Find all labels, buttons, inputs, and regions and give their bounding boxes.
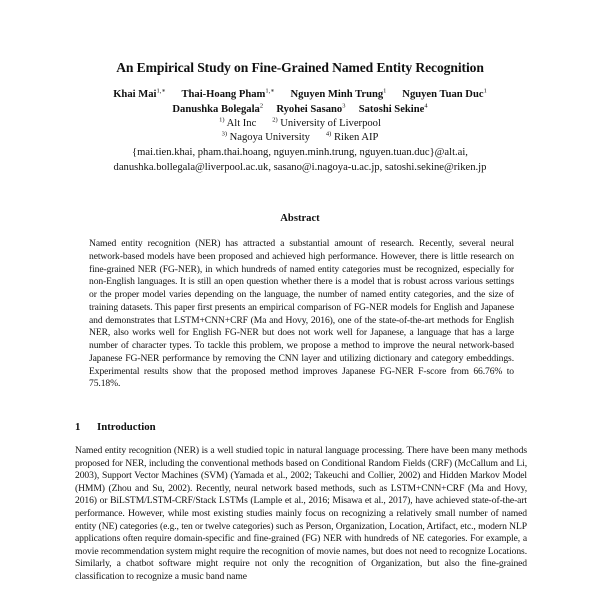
section-heading bbox=[75, 420, 156, 434]
email-line-2: danushka.bollegala@liverpool.ac.uk, sasano@i.nagoya-u.ac.jp, satoshi.sekine@riken.jp bbox=[113, 162, 487, 173]
paper-title: An Empirical Study on Fine-Grained Named Entity Recognition bbox=[116, 60, 484, 75]
affiliation-line-2 bbox=[0, 131, 600, 144]
section-text: Named entity recognition (NER) is a well studied topic in natural language processing. There have been many methods proposed for NER, including the conventional methods based on Conditional Random Fields (CRF) (McCallum and Li, 2003), Support Vector Machines (SVM) (Yamada et al., 2002; Takeuchi and Collier, 2002) and Hidden Markov Model (HMM) (Zhou and Su, 2002). Recently, neural network based methods, such as LSTM+CNN+CRF (Ma and Hovy, 2016) or BiLSTM/LSTM-CRF/Stack LSTMs (Lample et al., 2016; Misawa et al., 2017), have achieved state-of-the-art performance. However, while most existing studies mainly focus on recognizing a relatively small number of named entity (NE) categories (e.g., ten or twelve categories) such as Person, Organization, Location, Artifact, etc., modern NLP applications often require domain-specific and fine-grained (FG) NER with hundreds of NE categories. For example, a movie recommendation system might require the recognition of movie names, but does not need to recognize Locations. Similarly, a chatbot software might require not only the recognition of Organization, but also the fine-grained classification to recognize a music band name bbox=[75, 445, 527, 582]
author: Khai Mai$^{1,∗}$ bbox=[113, 87, 166, 100]
affiliation: $^{1)}$ Alt Inc bbox=[219, 116, 257, 129]
author: Ryohei Sasano$^3$ bbox=[276, 102, 346, 115]
author: Thai-Hoang Pham$^{1,∗}$ bbox=[181, 87, 275, 100]
abstract-text: Named entity recognition (NER) has attracted a substantial amount of research. Recently, several neural network-based models have been proposed and achieved high performance. However, there is little research on fine-grained NER (FG-NER), in which hundreds of named entity categories must be recognized, especially for non-English languages. It is still an open question whether there is a model that is robust across various settings or the proper model varies depending on the language, the number of named entity categories, and the size of training datasets. This paper first presents an empirical comparison of FG-NER models for English and Japanese and demonstrates that LSTM+CNN+CRF (Ma and Hovy, 2016), one of the state-of-the-art methods for English NER, also works well for English FG-NER but does not work well for Japanese, a language that has a large number of character types. To tackle this problem, we propose a method to improve the neural network-based Japanese FG-NER performance by removing the CNN layer and utilizing dictionary and category embeddings. Experimental results show that the proposed method improves Japanese FG-NER F-score from 66.76% to 75.18%. bbox=[89, 238, 514, 390]
author: Nguyen Tuan Duc$^1$ bbox=[402, 87, 487, 100]
section-number: 1 bbox=[75, 421, 81, 433]
affiliation: $^{3)}$ Nagoya University bbox=[221, 130, 310, 143]
author-line-1 bbox=[0, 88, 600, 101]
section-body bbox=[75, 445, 527, 584]
section-title: Introduction bbox=[97, 421, 156, 433]
affiliation: $^{4)}$ Riken AIP bbox=[325, 130, 379, 143]
author: Nguyen Minh Trung$^1$ bbox=[290, 87, 387, 100]
affiliation-line-1 bbox=[0, 117, 600, 130]
abstract-body bbox=[89, 238, 514, 391]
author: Danushka Bolegala$^2$ bbox=[172, 102, 264, 115]
affiliation: $^{2)}$ University of Liverpool bbox=[272, 116, 381, 129]
email-line-1: {mai.tien.khai, pham.thai.hoang, nguyen.minh.trung, nguyen.tuan.duc}@alt.ai, bbox=[132, 147, 468, 158]
abstract-heading: Abstract bbox=[280, 213, 320, 224]
author: Satoshi Sekine$^4$ bbox=[358, 102, 428, 115]
author-line-2 bbox=[0, 103, 600, 116]
